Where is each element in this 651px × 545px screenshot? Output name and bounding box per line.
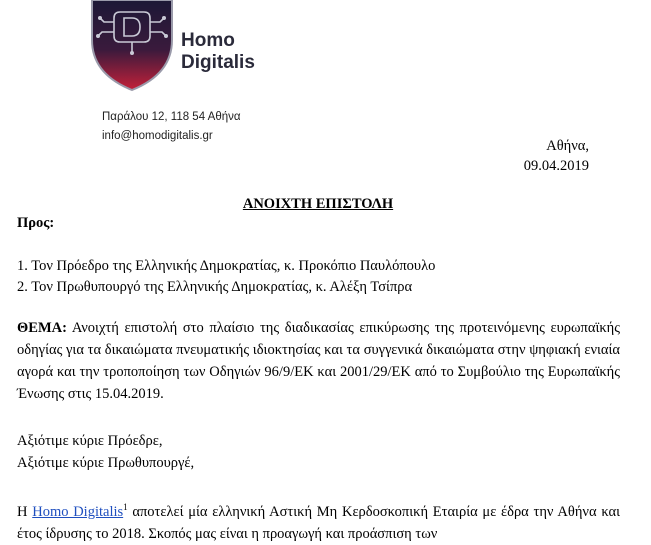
homo-digitalis-link[interactable]: Homo Digitalis (32, 503, 124, 520)
contact-email: info@homodigitalis.gr (102, 130, 213, 142)
salutation-line: Αξιότιμε κύριε Πρωθυπουργέ, (17, 455, 195, 471)
subject-paragraph (17, 317, 620, 405)
to-label: Προς: (17, 215, 55, 231)
subject-text: Ανοιχτή επιστολή στο πλαίσιο της διαδικασίας επικύρωσης της προτεινόμενης ευρωπαϊκής οδηγίας για τα δικαιώματα πνευματικής ιδιοκτησίας και τα συγγενικά δικαιώματα στην ψηφιακή ενιαία αγορά και την τροποποίηση των Οδηγιών 96/9/ΕΚ και 2001/29/ΕΚ από το Συμβούλιο της Ευρωπαϊκής Ένωσης στις 15.04.2019. (17, 320, 621, 402)
salutation-line: Αξιότιμε κύριε Πρόεδρε, (17, 433, 163, 449)
intro-prefix: Η (17, 503, 33, 520)
place-and-date (524, 136, 589, 176)
salutations (17, 430, 194, 474)
brand-line-1: Homo (181, 30, 235, 51)
letter-date: 09.04.2019 (523, 158, 589, 174)
intro-text: αποτελεί μία ελληνική Αστική Μη Κερδοσκοπική Εταιρία με έδρα την Αθήνα και έτος ίδρυσης το 2018. Σκοπός μας είναι η προαγωγή και προάσπιση των (17, 503, 620, 542)
brand-name (181, 30, 255, 74)
recipients-list (17, 256, 435, 298)
postal-address: Παράλου 12, 118 54 Αθήνα (102, 111, 241, 123)
letterhead-address (102, 108, 241, 146)
homo-digitalis-shield-icon (88, 0, 176, 92)
intro-paragraph (17, 496, 620, 545)
brand-line-2: Digitalis (181, 52, 255, 73)
letter-place: Αθήνα, (546, 138, 589, 154)
recipient-item: 2. Τον Πρωθυπουργό της Ελληνικής Δημοκρατίας, κ. Αλέξη Τσίπρα (17, 279, 413, 295)
footnote-marker[interactable]: 1 (123, 502, 128, 512)
recipient-item: 1. Τον Πρόεδρο της Ελληνικής Δημοκρατίας, κ. Προκόπιο Παυλόπουλο (17, 258, 436, 274)
letter-title: ΑΝΟΙΧΤΗ ΕΠΙΣΤΟΛΗ (242, 196, 394, 212)
letterhead-logo (88, 0, 278, 95)
subject-label: ΘΕΜΑ: (17, 320, 67, 336)
